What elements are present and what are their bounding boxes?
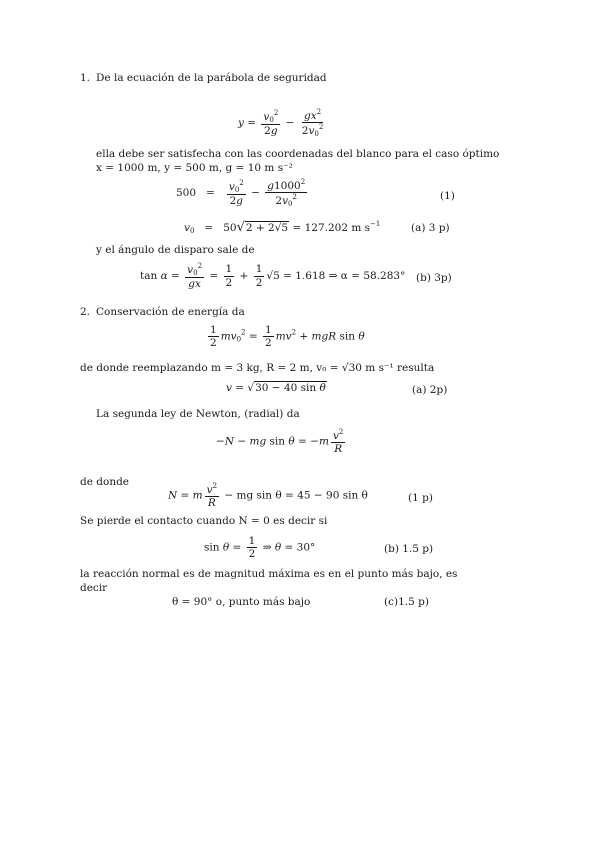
equation-energy: $\frac{1}{2}$ $mv_0^2$ = $\frac{1}{2}$ $mv^2$ + mgR sin θ [210, 324, 365, 350]
equation-theta: θ = 90° o, punto más bajo [172, 596, 311, 608]
equation-3-tag: (b) 3p) [416, 272, 452, 284]
equation-2: $v_0 = 50√2 + 2√5 = 127.202$ m $s^{-1}$ [184, 220, 381, 235]
reaction-text-line-2: decir [80, 582, 108, 594]
equation-1-tag: (1) [440, 190, 455, 202]
equation-newton: −N − mg sin θ = −m $\frac{v^2}{R}$ [216, 428, 344, 456]
contact-text: Se pierde el contacto cuando N = 0 es decir si [80, 515, 328, 527]
satisfy-text-line-1: ella debe ser satisfecha con las coordenadas del blanco para el caso óptimo [96, 148, 500, 160]
equation-1: 500 = $\frac{v_0^2}{2g}$ − $\frac{g1000^2}{2v_0^2}$ [176, 178, 306, 209]
problem-1-number: 1. [80, 72, 91, 84]
angle-text: y el ángulo de disparo sale de [96, 244, 255, 256]
equation-N-rhs: − mg sin θ = 45 − 90 sin θ [224, 489, 368, 502]
reaction-text-line-1: la reacción normal es de magnitud máxima es en el punto más bajo, es [80, 568, 458, 580]
dedonde-text: de donde [80, 476, 130, 488]
equation-sin: sin θ = $\frac{1}{2}$ ⇒ θ = 30° [204, 535, 316, 561]
newton-text: La segunda ley de Newton, (radial) da [96, 408, 300, 420]
replace-text: de donde reemplazando m = 3 kg, R = 2 m, v₀ = √30 m s⁻¹ resulta [80, 362, 435, 374]
equation-N: N = m $\frac{v^2}{R}$ − mg sin θ = 45 − 90 sin θ [168, 482, 368, 510]
equation-3-rhs: = 1.618 ⇒ α = 58.283° [283, 270, 406, 283]
problem-2-number: 2. [80, 306, 91, 318]
equation-theta-tag: (c)1.5 p) [384, 596, 429, 608]
equation-v-tag: (a) 2p) [412, 384, 448, 396]
equation-N-tag: (1 p) [408, 492, 433, 504]
equation-2-tag: (a) 3 p) [411, 222, 450, 234]
problem-1-intro: De la ecuación de la parábola de seguridad [96, 72, 327, 84]
problem-2-intro: Conservación de energía da [96, 306, 245, 318]
equation-parabola: y = $\frac{v_0^2}{2g}$ − $\frac{gx^2}{2v_0^2}$ [238, 108, 324, 139]
satisfy-text-line-2: x = 1000 m, y = 500 m, g = 10 m s⁻² [96, 162, 293, 174]
equation-sin-tag: (b) 1.5 p) [384, 543, 434, 555]
equation-v: v = √30 − 40 sin θ [226, 382, 326, 394]
equation-3: tan α = $\frac{v_0^2}{gx}$ = $\frac{1}{2}$ + $\frac{1}{2}$ √5 = 1.618 ⇒ α = 58.283° [140, 262, 406, 291]
